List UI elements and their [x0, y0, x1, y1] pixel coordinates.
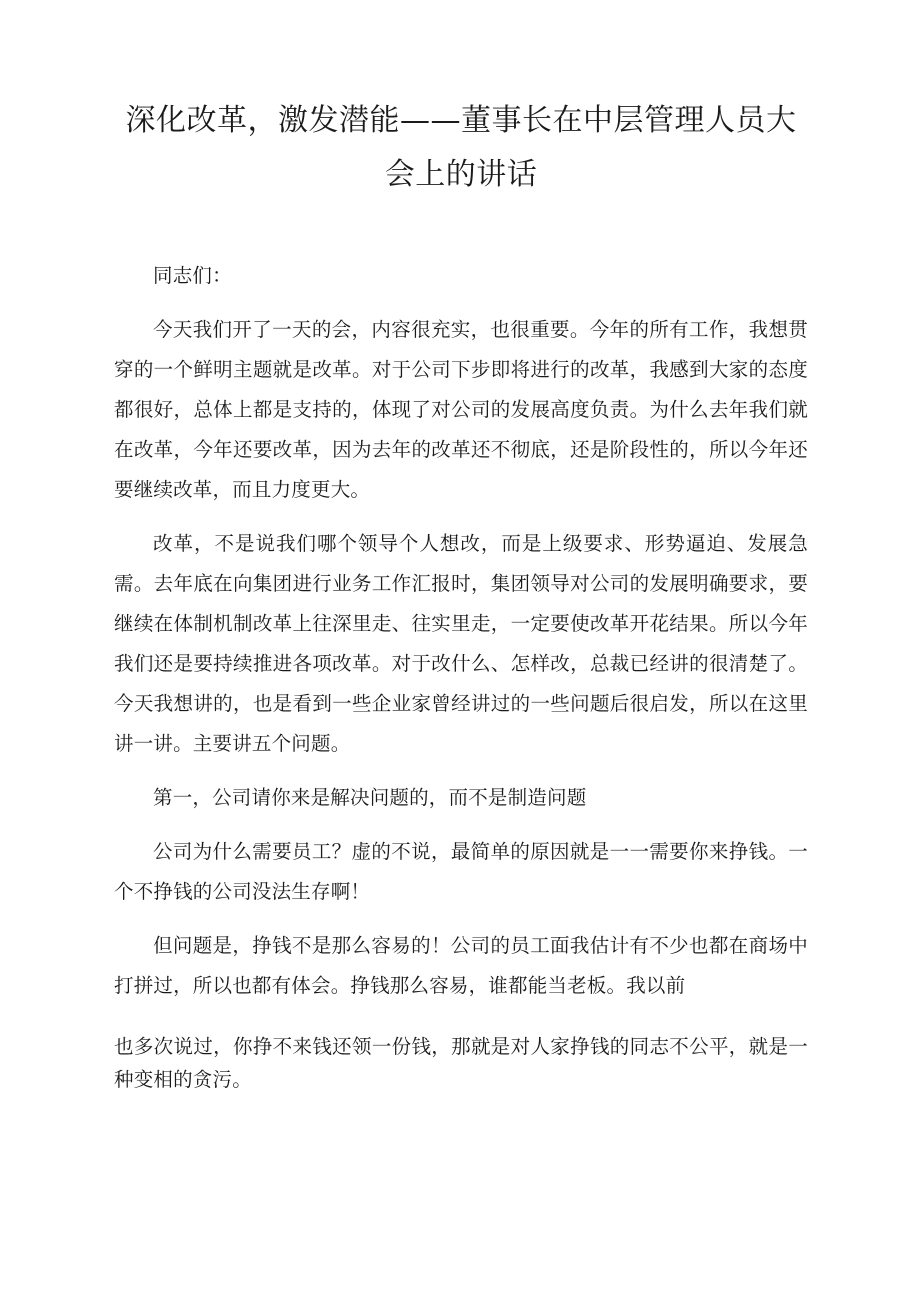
body-paragraph: 公司为什么需要员工？虚的不说，最简单的原因就是一一需要你来挣钱。一个不挣钱的公司没法生存啊！ — [114, 840, 808, 903]
body-paragraph: 改革，不是说我们哪个领导个人想改，而是上级要求、形势逼迫、发展急需。去年底在向集团进行业务工作汇报时，集团领导对公司的发展明确要求，要继续在体制机制改革上往深里走、往实里走，一定要使改革开花结果。所以今年我们还是要持续推进各项改革。对于改什么、怎样改，总裁已经讲的很清楚了。今天我想讲的，也是看到一些企业家曾经讲过的一些问题后很启发，所以在这里讲一讲。主要讲五个问题。 — [114, 532, 808, 755]
body-paragraph: 但问题是，挣钱不是那么容易的！公司的员工面我估计有不少也都在商场中打拼过，所以也都有体会。挣钱那么容易，谁都能当老板。我以前 — [114, 934, 808, 997]
document-body — [114, 256, 808, 1096]
body-paragraph: 今天我们开了一天的会，内容很充实，也很重要。今年的所有工作，我想贯穿的一个鲜明主题就是改革。对于公司下步即将进行的改革，我感到大家的态度都很好，总体上都是支持的，体现了对公司的发展高度负责。为什么去年我们就在改革，今年还要改革，因为去年的改革还不彻底，还是阶段性的，所以今年还要继续改革，而且力度更大。 — [114, 318, 808, 501]
salutation-paragraph: 同志们： — [153, 264, 232, 287]
section-heading: 第一，公司请你来是解决问题的，而不是制造问题 — [153, 786, 587, 809]
continuation-paragraph: 也多次说过，你挣不来钱还领一份钱，那就是对人家挣钱的同志不公平，就是一种变相的贪污。 — [114, 1035, 808, 1091]
document-title: 深化改革，激发潜能——董事长在中层管理人员大会上的讲话 — [125, 103, 797, 192]
